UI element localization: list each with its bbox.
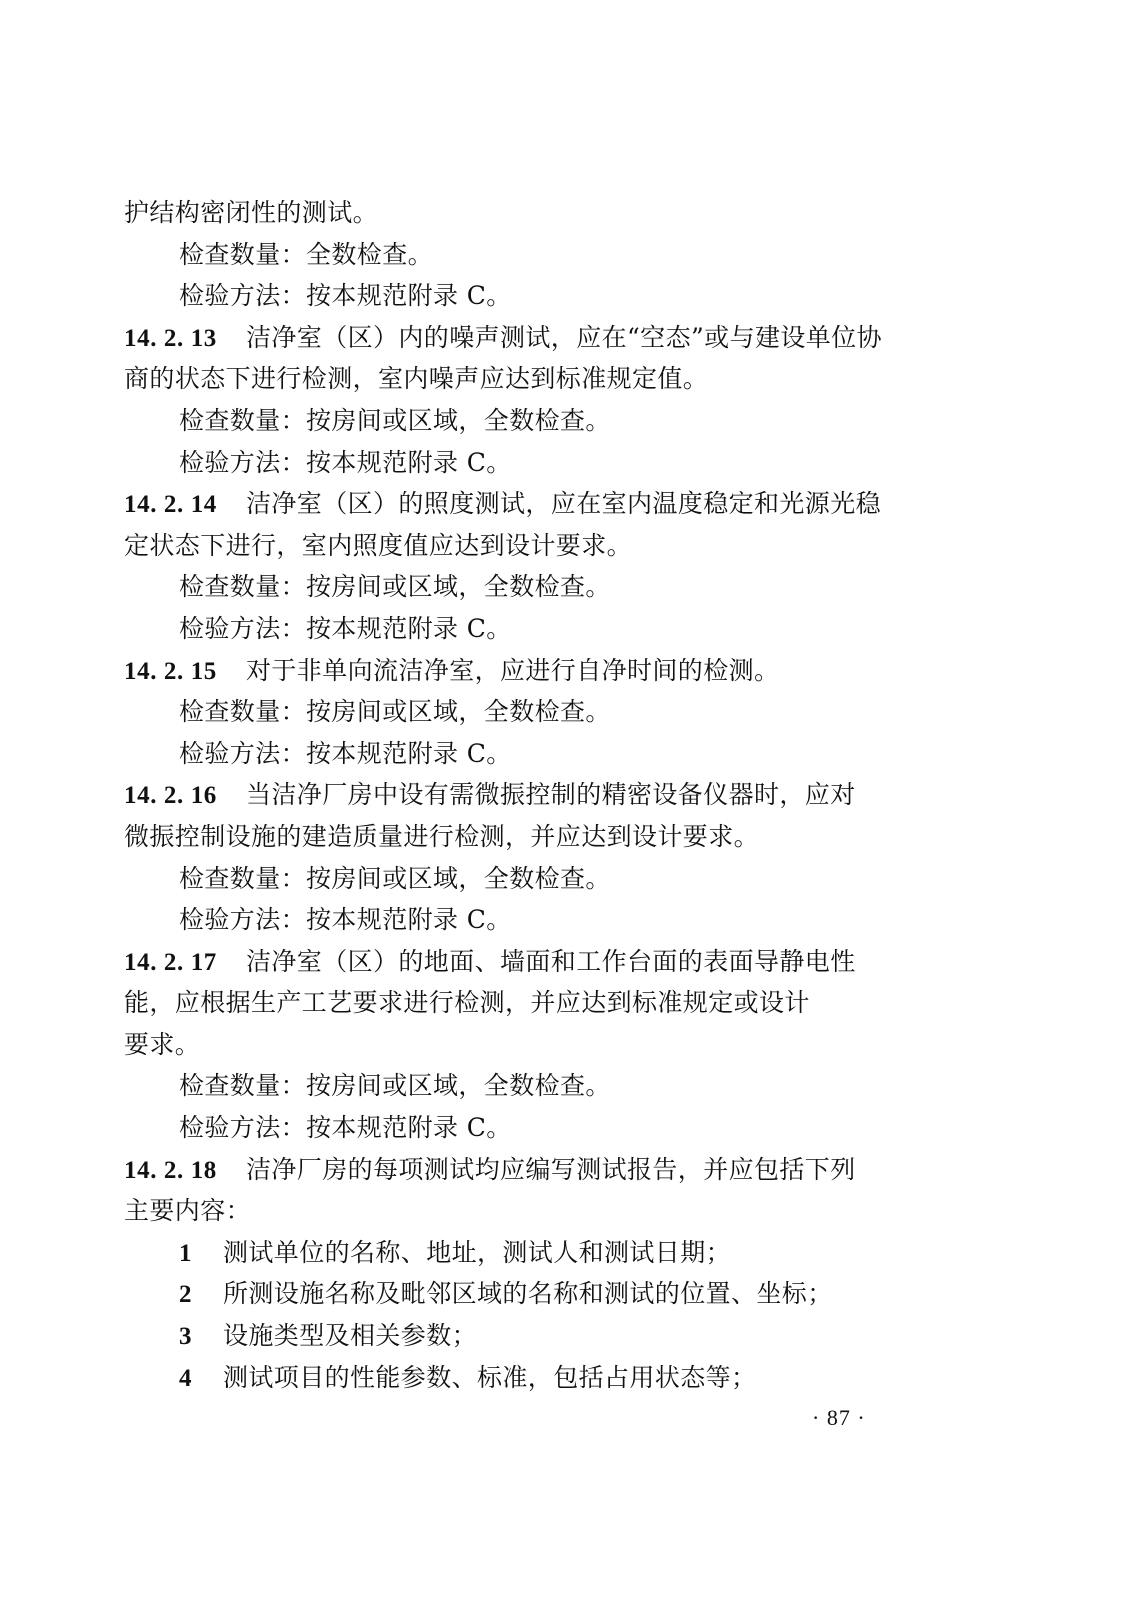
item-text: 测试单位的名称、地址，测试人和测试日期； bbox=[223, 1237, 732, 1267]
clause-number: 14. 2. 14 bbox=[124, 491, 217, 519]
clause-text-continued: 定状态下进行，室内照度值应达到设计要求。 bbox=[124, 530, 633, 560]
item-number: 2 bbox=[179, 1281, 192, 1309]
item-number: 4 bbox=[179, 1364, 192, 1392]
text-line: 护结构密闭性的测试。 bbox=[124, 198, 379, 227]
inspection-quantity: 检查数量：按房间或区域，全数检查。 bbox=[179, 1071, 611, 1101]
clause-14-2-15 bbox=[124, 650, 914, 692]
list-item bbox=[124, 1315, 914, 1357]
inspection-quantity: 检查数量：按房间或区域，全数检查。 bbox=[179, 572, 611, 602]
clause-text-continued: 要求。 bbox=[124, 1029, 201, 1059]
list-item bbox=[124, 1273, 914, 1315]
inspection-quantity: 检查数量：按房间或区域，全数检查。 bbox=[179, 405, 611, 435]
inspection-method: 检验方法：按本规范附录 C。 bbox=[179, 1113, 512, 1143]
inspection-method: 检验方法：按本规范附录 C。 bbox=[179, 738, 512, 768]
clause-14-2-14 bbox=[124, 483, 914, 525]
clause-number: 14. 2. 15 bbox=[124, 657, 217, 685]
item-number: 3 bbox=[179, 1323, 192, 1351]
clause-14-2-17 bbox=[124, 941, 914, 983]
clause-text: 洁净室（区）内的噪声测试，应在“空态”或与建设单位协 bbox=[246, 322, 882, 352]
item-text: 测试项目的性能参数、标准，包括占用状态等； bbox=[223, 1362, 757, 1392]
clause-text: 当洁净厂房中设有需微振控制的精密设备仪器时，应对 bbox=[246, 780, 856, 810]
inspection-method: 检验方法：按本规范附录 C。 bbox=[179, 613, 512, 643]
inspection-method: 检验方法：按本规范附录 C。 bbox=[179, 281, 512, 311]
clause-text-continued: 微振控制设施的建造质量进行检测，并应达到设计要求。 bbox=[124, 821, 760, 851]
clause-number: 14. 2. 13 bbox=[124, 324, 217, 352]
clause-text: 洁净厂房的每项测试均应编写测试报告，并应包括下列 bbox=[246, 1154, 856, 1184]
clause-number: 14. 2. 18 bbox=[124, 1156, 217, 1184]
clause-text-continued: 主要内容： bbox=[124, 1196, 252, 1226]
clause-number: 14. 2. 16 bbox=[124, 782, 217, 810]
clause-14-2-18 bbox=[124, 1149, 914, 1191]
clause-number: 14. 2. 17 bbox=[124, 948, 217, 976]
clause-14-2-16 bbox=[124, 774, 914, 816]
clause-14-2-13 bbox=[124, 317, 914, 359]
list-item bbox=[124, 1357, 914, 1399]
inspection-quantity: 检查数量：按房间或区域，全数检查。 bbox=[179, 697, 611, 727]
page-number: · 87 · bbox=[812, 1405, 866, 1430]
clause-text-continued: 能，应根据生产工艺要求进行检测，并应达到标准规定或设计 bbox=[124, 988, 810, 1018]
page-body bbox=[124, 192, 914, 1398]
clause-text: 洁净室（区）的地面、墙面和工作台面的表面导静电性 bbox=[246, 946, 856, 976]
clause-text: 对于非单向流洁净室，应进行自净时间的检测。 bbox=[246, 655, 780, 685]
inspection-method: 检验方法：按本规范附录 C。 bbox=[179, 905, 512, 935]
item-text: 设施类型及相关参数； bbox=[223, 1321, 478, 1351]
item-text: 所测设施名称及毗邻区域的名称和测试的位置、坐标； bbox=[223, 1279, 833, 1309]
clause-text: 洁净室（区）的照度测试，应在室内温度稳定和光源光稳 bbox=[246, 489, 882, 519]
inspection-quantity: 检查数量：按房间或区域，全数检查。 bbox=[179, 863, 611, 893]
inspection-quantity: 检查数量：全数检查。 bbox=[179, 239, 434, 269]
clause-text-continued: 商的状态下进行检测，室内噪声应达到标准规定值。 bbox=[124, 364, 709, 394]
inspection-method: 检验方法：按本规范附录 C。 bbox=[179, 447, 512, 477]
list-item bbox=[124, 1232, 914, 1274]
item-number: 1 bbox=[179, 1239, 192, 1267]
